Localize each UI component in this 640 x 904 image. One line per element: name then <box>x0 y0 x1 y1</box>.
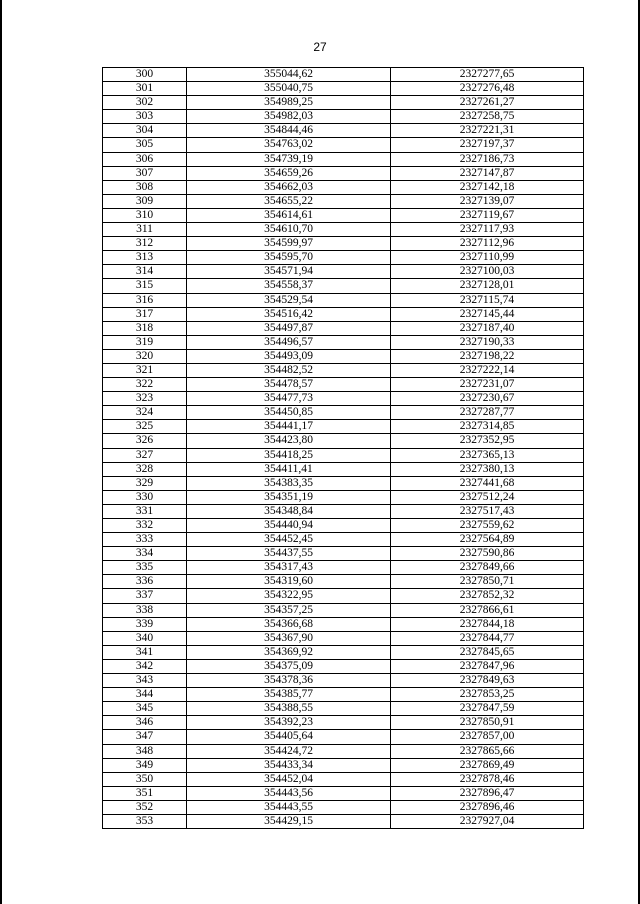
table-row <box>103 800 584 814</box>
y-coordinate-cell: 2327117,93 <box>391 223 584 237</box>
x-coordinate-cell: 354497,87 <box>187 321 391 335</box>
y-coordinate-cell: 2327590,86 <box>391 547 584 561</box>
y-coordinate-cell: 2327869,49 <box>391 758 584 772</box>
y-coordinate-cell: 2327853,25 <box>391 688 584 702</box>
table-row <box>103 279 584 293</box>
x-coordinate-cell: 354614,61 <box>187 208 391 222</box>
x-coordinate-cell: 354452,04 <box>187 772 391 786</box>
y-coordinate-cell: 2327139,07 <box>391 194 584 208</box>
x-coordinate-cell: 354424,72 <box>187 744 391 758</box>
table-row <box>103 434 584 448</box>
table-row <box>103 82 584 96</box>
x-coordinate-cell: 354516,42 <box>187 307 391 321</box>
x-coordinate-cell: 354441,17 <box>187 420 391 434</box>
x-coordinate-cell: 355040,75 <box>187 82 391 96</box>
x-coordinate-cell: 354493,09 <box>187 349 391 363</box>
table-row <box>103 547 584 561</box>
x-coordinate-cell: 354599,97 <box>187 237 391 251</box>
x-coordinate-cell: 354610,70 <box>187 223 391 237</box>
point-number-cell: 324 <box>103 406 187 420</box>
point-number-cell: 336 <box>103 575 187 589</box>
table-row <box>103 152 584 166</box>
table-row <box>103 448 584 462</box>
table-row <box>103 814 584 828</box>
point-number-cell: 321 <box>103 363 187 377</box>
y-coordinate-cell: 2327896,46 <box>391 800 584 814</box>
table-row <box>103 237 584 251</box>
table-row <box>103 392 584 406</box>
y-coordinate-cell: 2327142,18 <box>391 180 584 194</box>
y-coordinate-cell: 2327100,03 <box>391 265 584 279</box>
table-row <box>103 730 584 744</box>
y-coordinate-cell: 2327110,99 <box>391 251 584 265</box>
y-coordinate-cell: 2327230,67 <box>391 392 584 406</box>
y-coordinate-cell: 2327865,66 <box>391 744 584 758</box>
point-number-cell: 341 <box>103 645 187 659</box>
table-row <box>103 307 584 321</box>
coordinates-table-body <box>103 68 584 829</box>
y-coordinate-cell: 2327287,77 <box>391 406 584 420</box>
x-coordinate-cell: 354477,73 <box>187 392 391 406</box>
y-coordinate-cell: 2327847,59 <box>391 702 584 716</box>
x-coordinate-cell: 354375,09 <box>187 659 391 673</box>
table-row <box>103 561 584 575</box>
x-coordinate-cell: 354763,02 <box>187 138 391 152</box>
x-coordinate-cell: 354437,55 <box>187 547 391 561</box>
point-number-cell: 320 <box>103 349 187 363</box>
y-coordinate-cell: 2327441,68 <box>391 476 584 490</box>
x-coordinate-cell: 354482,52 <box>187 363 391 377</box>
x-coordinate-cell: 354739,19 <box>187 152 391 166</box>
point-number-cell: 349 <box>103 758 187 772</box>
point-number-cell: 317 <box>103 307 187 321</box>
point-number-cell: 315 <box>103 279 187 293</box>
point-number-cell: 327 <box>103 448 187 462</box>
table-row <box>103 716 584 730</box>
table-row <box>103 265 584 279</box>
table-row <box>103 96 584 110</box>
y-coordinate-cell: 2327222,14 <box>391 363 584 377</box>
y-coordinate-cell: 2327112,96 <box>391 237 584 251</box>
page-number: 27 <box>313 40 327 54</box>
y-coordinate-cell: 2327559,62 <box>391 519 584 533</box>
point-number-cell: 306 <box>103 152 187 166</box>
point-number-cell: 312 <box>103 237 187 251</box>
point-number-cell: 334 <box>103 547 187 561</box>
point-number-cell: 344 <box>103 688 187 702</box>
y-coordinate-cell: 2327849,66 <box>391 561 584 575</box>
y-coordinate-cell: 2327314,85 <box>391 420 584 434</box>
y-coordinate-cell: 2327512,24 <box>391 490 584 504</box>
x-coordinate-cell: 354443,55 <box>187 800 391 814</box>
table-row <box>103 124 584 138</box>
x-coordinate-cell: 354357,25 <box>187 603 391 617</box>
y-coordinate-cell: 2327564,89 <box>391 533 584 547</box>
point-number-cell: 308 <box>103 180 187 194</box>
x-coordinate-cell: 354429,15 <box>187 814 391 828</box>
x-coordinate-cell: 354383,35 <box>187 476 391 490</box>
table-row <box>103 504 584 518</box>
x-coordinate-cell: 354367,90 <box>187 631 391 645</box>
point-number-cell: 337 <box>103 589 187 603</box>
point-number-cell: 347 <box>103 730 187 744</box>
table-row <box>103 533 584 547</box>
x-coordinate-cell: 354662,03 <box>187 180 391 194</box>
table-row <box>103 589 584 603</box>
point-number-cell: 304 <box>103 124 187 138</box>
x-coordinate-cell: 354989,25 <box>187 96 391 110</box>
x-coordinate-cell: 354982,03 <box>187 110 391 124</box>
scan-edge-left <box>0 0 2 904</box>
x-coordinate-cell: 354452,45 <box>187 533 391 547</box>
y-coordinate-cell: 2327852,32 <box>391 589 584 603</box>
coordinates-table <box>102 67 584 829</box>
point-number-cell: 323 <box>103 392 187 406</box>
y-coordinate-cell: 2327857,00 <box>391 730 584 744</box>
y-coordinate-cell: 2327145,44 <box>391 307 584 321</box>
x-coordinate-cell: 354558,37 <box>187 279 391 293</box>
y-coordinate-cell: 2327231,07 <box>391 378 584 392</box>
y-coordinate-cell: 2327197,37 <box>391 138 584 152</box>
x-coordinate-cell: 354529,54 <box>187 293 391 307</box>
point-number-cell: 345 <box>103 702 187 716</box>
x-coordinate-cell: 354385,77 <box>187 688 391 702</box>
point-number-cell: 329 <box>103 476 187 490</box>
y-coordinate-cell: 2327847,96 <box>391 659 584 673</box>
y-coordinate-cell: 2327119,67 <box>391 208 584 222</box>
x-coordinate-cell: 354322,95 <box>187 589 391 603</box>
point-number-cell: 352 <box>103 800 187 814</box>
table-row <box>103 420 584 434</box>
y-coordinate-cell: 2327186,73 <box>391 152 584 166</box>
point-number-cell: 314 <box>103 265 187 279</box>
point-number-cell: 302 <box>103 96 187 110</box>
y-coordinate-cell: 2327850,91 <box>391 716 584 730</box>
point-number-cell: 325 <box>103 420 187 434</box>
table-row <box>103 180 584 194</box>
point-number-cell: 301 <box>103 82 187 96</box>
point-number-cell: 333 <box>103 533 187 547</box>
table-row <box>103 363 584 377</box>
table-row <box>103 688 584 702</box>
x-coordinate-cell: 354392,23 <box>187 716 391 730</box>
table-row <box>103 476 584 490</box>
table-row <box>103 786 584 800</box>
y-coordinate-cell: 2327365,13 <box>391 448 584 462</box>
table-row <box>103 758 584 772</box>
table-row <box>103 321 584 335</box>
table-row <box>103 138 584 152</box>
table-row <box>103 519 584 533</box>
point-number-cell: 351 <box>103 786 187 800</box>
y-coordinate-cell: 2327277,65 <box>391 68 584 82</box>
table-row <box>103 462 584 476</box>
point-number-cell: 332 <box>103 519 187 533</box>
point-number-cell: 311 <box>103 223 187 237</box>
y-coordinate-cell: 2327850,71 <box>391 575 584 589</box>
y-coordinate-cell: 2327261,27 <box>391 96 584 110</box>
y-coordinate-cell: 2327128,01 <box>391 279 584 293</box>
x-coordinate-cell: 354443,56 <box>187 786 391 800</box>
y-coordinate-cell: 2327878,46 <box>391 772 584 786</box>
x-coordinate-cell: 354348,84 <box>187 504 391 518</box>
point-number-cell: 303 <box>103 110 187 124</box>
point-number-cell: 310 <box>103 208 187 222</box>
y-coordinate-cell: 2327380,13 <box>391 462 584 476</box>
table-row <box>103 378 584 392</box>
table-row <box>103 575 584 589</box>
point-number-cell: 348 <box>103 744 187 758</box>
point-number-cell: 309 <box>103 194 187 208</box>
table-row <box>103 251 584 265</box>
x-coordinate-cell: 354378,36 <box>187 674 391 688</box>
point-number-cell: 328 <box>103 462 187 476</box>
x-coordinate-cell: 355044,62 <box>187 68 391 82</box>
x-coordinate-cell: 354388,55 <box>187 702 391 716</box>
table-row <box>103 166 584 180</box>
y-coordinate-cell: 2327517,43 <box>391 504 584 518</box>
point-number-cell: 346 <box>103 716 187 730</box>
y-coordinate-cell: 2327147,87 <box>391 166 584 180</box>
x-coordinate-cell: 354369,92 <box>187 645 391 659</box>
point-number-cell: 331 <box>103 504 187 518</box>
x-coordinate-cell: 354405,64 <box>187 730 391 744</box>
y-coordinate-cell: 2327866,61 <box>391 603 584 617</box>
point-number-cell: 319 <box>103 335 187 349</box>
point-number-cell: 330 <box>103 490 187 504</box>
table-row <box>103 335 584 349</box>
x-coordinate-cell: 354433,34 <box>187 758 391 772</box>
point-number-cell: 350 <box>103 772 187 786</box>
y-coordinate-cell: 2327352,95 <box>391 434 584 448</box>
table-row <box>103 208 584 222</box>
x-coordinate-cell: 354571,94 <box>187 265 391 279</box>
x-coordinate-cell: 354423,80 <box>187 434 391 448</box>
x-coordinate-cell: 354440,94 <box>187 519 391 533</box>
x-coordinate-cell: 354317,43 <box>187 561 391 575</box>
x-coordinate-cell: 354595,70 <box>187 251 391 265</box>
y-coordinate-cell: 2327198,22 <box>391 349 584 363</box>
point-number-cell: 335 <box>103 561 187 575</box>
point-number-cell: 307 <box>103 166 187 180</box>
table-row <box>103 674 584 688</box>
y-coordinate-cell: 2327849,63 <box>391 674 584 688</box>
table-row <box>103 110 584 124</box>
x-coordinate-cell: 354351,19 <box>187 490 391 504</box>
y-coordinate-cell: 2327187,40 <box>391 321 584 335</box>
x-coordinate-cell: 354496,57 <box>187 335 391 349</box>
y-coordinate-cell: 2327896,47 <box>391 786 584 800</box>
x-coordinate-cell: 354319,60 <box>187 575 391 589</box>
point-number-cell: 318 <box>103 321 187 335</box>
table-row <box>103 293 584 307</box>
table-row <box>103 349 584 363</box>
x-coordinate-cell: 354844,46 <box>187 124 391 138</box>
table-row <box>103 702 584 716</box>
table-row <box>103 406 584 420</box>
x-coordinate-cell: 354411,41 <box>187 462 391 476</box>
y-coordinate-cell: 2327190,33 <box>391 335 584 349</box>
point-number-cell: 339 <box>103 617 187 631</box>
table-row <box>103 603 584 617</box>
table-row <box>103 68 584 82</box>
point-number-cell: 313 <box>103 251 187 265</box>
y-coordinate-cell: 2327927,04 <box>391 814 584 828</box>
table-row <box>103 223 584 237</box>
point-number-cell: 305 <box>103 138 187 152</box>
table-row <box>103 617 584 631</box>
table-row <box>103 772 584 786</box>
point-number-cell: 316 <box>103 293 187 307</box>
y-coordinate-cell: 2327844,77 <box>391 631 584 645</box>
table-row <box>103 659 584 673</box>
point-number-cell: 326 <box>103 434 187 448</box>
point-number-cell: 300 <box>103 68 187 82</box>
x-coordinate-cell: 354366,68 <box>187 617 391 631</box>
x-coordinate-cell: 354659,26 <box>187 166 391 180</box>
table-row <box>103 744 584 758</box>
x-coordinate-cell: 354478,57 <box>187 378 391 392</box>
y-coordinate-cell: 2327221,31 <box>391 124 584 138</box>
y-coordinate-cell: 2327844,18 <box>391 617 584 631</box>
y-coordinate-cell: 2327276,48 <box>391 82 584 96</box>
table-row <box>103 631 584 645</box>
table-row <box>103 645 584 659</box>
y-coordinate-cell: 2327845,65 <box>391 645 584 659</box>
x-coordinate-cell: 354450,85 <box>187 406 391 420</box>
table-row <box>103 490 584 504</box>
x-coordinate-cell: 354655,22 <box>187 194 391 208</box>
point-number-cell: 322 <box>103 378 187 392</box>
y-coordinate-cell: 2327258,75 <box>391 110 584 124</box>
point-number-cell: 353 <box>103 814 187 828</box>
point-number-cell: 340 <box>103 631 187 645</box>
point-number-cell: 342 <box>103 659 187 673</box>
x-coordinate-cell: 354418,25 <box>187 448 391 462</box>
y-coordinate-cell: 2327115,74 <box>391 293 584 307</box>
table-row <box>103 194 584 208</box>
point-number-cell: 343 <box>103 674 187 688</box>
point-number-cell: 338 <box>103 603 187 617</box>
